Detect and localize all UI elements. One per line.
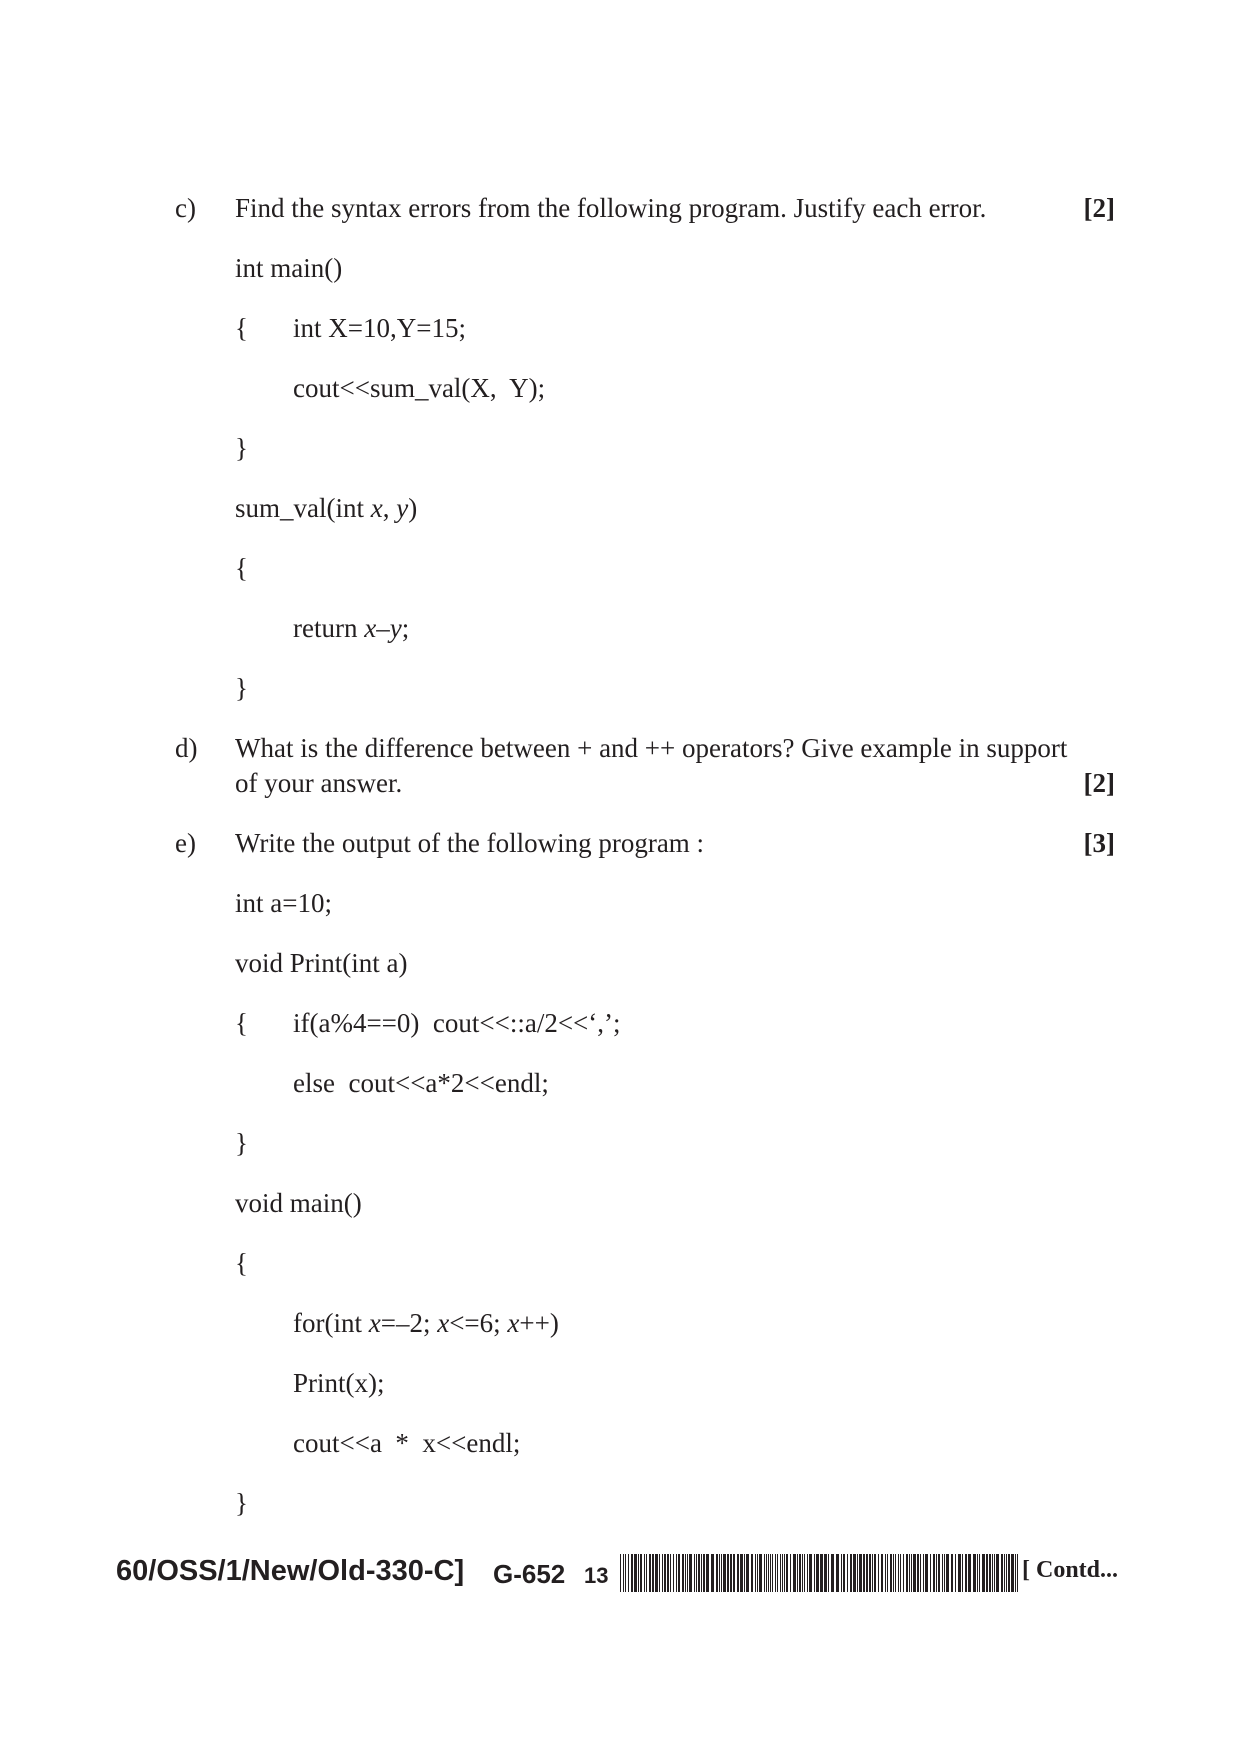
barcode-bar [623,1554,624,1592]
barcode-bar [816,1554,819,1592]
barcode-bar [809,1554,812,1592]
barcode-bar [866,1554,868,1592]
code-variable: x [364,613,377,643]
barcode-bar [836,1554,839,1592]
barcode-bar [659,1554,660,1592]
barcode-bar [711,1554,714,1592]
barcode-bar [885,1554,886,1592]
barcode-bar [644,1554,645,1592]
code-line: int main() [235,253,343,283]
code-fragment: ; [401,613,410,643]
barcode-bar [982,1554,985,1592]
barcode-bar [751,1554,753,1592]
barcode-bar [973,1554,976,1592]
code-brace: } [235,1488,248,1518]
barcode-bar [1011,1554,1014,1592]
code-fragment: for(int [293,1308,369,1338]
code-variable: x [507,1308,520,1338]
barcode-bar [946,1554,949,1592]
barcode-bar [920,1554,921,1592]
barcode-bar [802,1554,803,1592]
barcode-bar [772,1554,773,1592]
barcode-bar [662,1554,663,1592]
barcode-bar [994,1554,995,1592]
barcode-bar [807,1554,808,1592]
barcode-bar [696,1554,697,1592]
barcode-bar [698,1554,700,1592]
code-fragment: – [376,613,390,643]
barcode-bar [863,1554,865,1592]
barcode-bar [850,1554,852,1592]
barcode-bar [631,1554,633,1592]
barcode-bar [652,1554,654,1592]
barcode-bar [786,1554,788,1592]
barcode-bar [965,1554,967,1592]
barcode-bar [933,1554,935,1592]
series-code: G-652 [493,1559,566,1589]
barcode-bar [913,1554,916,1592]
question-c-label: c) [175,193,196,223]
code-fragment: , [382,493,397,523]
barcode-bar [775,1554,776,1592]
barcode-bar [872,1554,873,1592]
barcode-bar [649,1554,651,1592]
barcode-bar [923,1554,924,1592]
code-brace: } [235,673,248,703]
code-line: cout<<sum_val(X, Y); [293,373,546,403]
barcode-bar [996,1554,999,1592]
barcode-bar [770,1554,771,1592]
barcode-bar [790,1554,791,1592]
barcode-bar [962,1554,963,1592]
barcode-bar [917,1554,919,1592]
code-fragment: ) [408,493,418,523]
barcode-bar [634,1554,637,1592]
barcode-bar [694,1554,695,1592]
barcode-bar [895,1554,896,1592]
barcode-bar [777,1554,778,1592]
code-line: int a=10; [235,888,332,918]
barcode-bar [757,1554,758,1592]
question-c-text: Find the syntax errors from the following program. Justify each error. [235,193,987,223]
code-brace: { [235,313,248,343]
barcode-bar [682,1554,684,1592]
barcode-bar [992,1554,993,1592]
barcode-bar [655,1554,658,1592]
barcode-bar [847,1554,848,1592]
barcode-bar [764,1554,765,1592]
question-e-label: e) [175,828,196,858]
barcode-bar [687,1554,688,1592]
barcode-bar [730,1554,732,1592]
code-variable: x [437,1308,450,1338]
barcode-bar [625,1554,626,1592]
barcode-bar [768,1554,769,1592]
question-e-marks: [3] [1083,828,1115,858]
code-fragment: ++) [519,1308,559,1338]
barcode-bar [979,1554,980,1592]
barcode-bar [869,1554,871,1592]
barcode-bar [723,1554,726,1592]
barcode-bar [951,1554,953,1592]
barcode-bar [737,1554,739,1592]
question-d-marks: [2] [1083,768,1115,798]
barcode-bar [955,1554,956,1592]
barcode-bar [909,1554,910,1592]
code-fragment: return [293,613,365,643]
code-brace: } [235,433,248,463]
barcode-bar [936,1554,937,1592]
code-line [235,492,417,524]
barcode-bar [716,1554,718,1592]
barcode-bar [755,1554,756,1592]
code-line [293,1307,559,1339]
question-d-text: of your answer. [235,768,403,798]
barcode-bar [906,1554,908,1592]
barcode-bar [942,1554,943,1592]
barcode-bar [1004,1554,1005,1592]
barcode-bar [646,1554,647,1592]
barcode [620,1554,1020,1592]
question-c-marks: [2] [1083,193,1115,223]
barcode-bar [1001,1554,1003,1592]
barcode-bar [1006,1554,1007,1592]
barcode-bar [938,1554,940,1592]
code-fragment: =–2; [380,1308,438,1338]
barcode-bar [676,1554,677,1592]
barcode-bar [727,1554,729,1592]
barcode-bar [759,1554,762,1592]
barcode-bar [857,1554,858,1592]
question-d-text: What is the difference between + and ++ operators? Give example in support [235,733,1068,763]
paper-code: 60/OSS/1/New/Old-330-C] [116,1555,465,1587]
code-variable: x [368,1308,381,1338]
barcode-bar [986,1554,988,1592]
barcode-bar [824,1554,827,1592]
barcode-bar [703,1554,705,1592]
barcode-bar [628,1554,629,1592]
code-fragment: <=6; [449,1308,508,1338]
barcode-bar [638,1554,639,1592]
barcode-bar [746,1554,749,1592]
barcode-bar [820,1554,823,1592]
code-line: if(a%4==0) cout<<::a/2<<‘,’; [293,1008,621,1038]
barcode-bar [989,1554,991,1592]
barcode-bar [744,1554,745,1592]
barcode-bar [944,1554,945,1592]
barcode-bar [903,1554,904,1592]
barcode-bar [843,1554,845,1592]
code-brace: } [235,1128,248,1158]
barcode-bar [831,1554,834,1592]
barcode-bar [667,1554,669,1592]
code-fragment: sum_val(int [235,493,371,523]
barcode-bar [841,1554,842,1592]
barcode-bar [799,1554,801,1592]
question-d-label: d) [175,733,198,763]
barcode-bar [874,1554,876,1592]
barcode-bar [881,1554,883,1592]
barcode-bar [701,1554,702,1592]
barcode-bar [664,1554,666,1592]
barcode-bar [1015,1554,1016,1592]
barcode-bar [890,1554,892,1592]
barcode-bar [828,1554,829,1592]
barcode-bar [893,1554,894,1592]
barcode-bar [878,1554,879,1592]
code-line: cout<<a * x<<endl; [293,1428,521,1458]
barcode-bar [911,1554,912,1592]
barcode-bar [958,1554,961,1592]
barcode-bar [977,1554,978,1592]
barcode-bar [782,1554,783,1592]
barcode-bar [797,1554,798,1592]
code-line: void Print(int a) [235,948,408,978]
barcode-bar [780,1554,781,1592]
barcode-bar [814,1554,815,1592]
barcode-bar [804,1554,805,1592]
question-e-text: Write the output of the following program : [235,828,705,858]
barcode-bar [859,1554,862,1592]
barcode-bar [1008,1554,1010,1592]
barcode-bar [784,1554,785,1592]
barcode-bar [898,1554,899,1592]
barcode-bar [678,1554,680,1592]
barcode-bar [685,1554,686,1592]
barcode-bar [853,1554,856,1592]
code-variable: y [389,613,402,643]
barcode-bar [733,1554,735,1592]
barcode-bar [620,1554,621,1592]
barcode-bar [670,1554,671,1592]
code-variable: y [396,493,409,523]
barcode-bar [721,1554,722,1592]
barcode-bar [887,1554,888,1592]
barcode-bar [689,1554,692,1592]
barcode-bar [766,1554,767,1592]
barcode-bar [793,1554,796,1592]
barcode-bar [925,1554,928,1592]
barcode-bar [640,1554,642,1592]
continued-label: [ Contd... [1022,1557,1119,1583]
code-brace: { [235,1248,248,1278]
code-line: else cout<<a*2<<endl; [293,1068,549,1098]
code-line: void main() [235,1188,362,1218]
code-brace: { [235,553,248,583]
barcode-bar [900,1554,901,1592]
barcode-bar [706,1554,709,1592]
barcode-bar [1017,1554,1018,1592]
page-number: 13 [584,1563,609,1588]
code-line: Print(x); [293,1368,385,1398]
code-line: int X=10,Y=15; [293,313,466,343]
code-variable: x [370,493,383,523]
barcode-bar [673,1554,674,1592]
barcode-bar [740,1554,743,1592]
code-brace: { [235,1008,248,1038]
barcode-bar [968,1554,971,1592]
barcode-bar [719,1554,720,1592]
barcode-bar [930,1554,931,1592]
code-line [293,612,409,644]
